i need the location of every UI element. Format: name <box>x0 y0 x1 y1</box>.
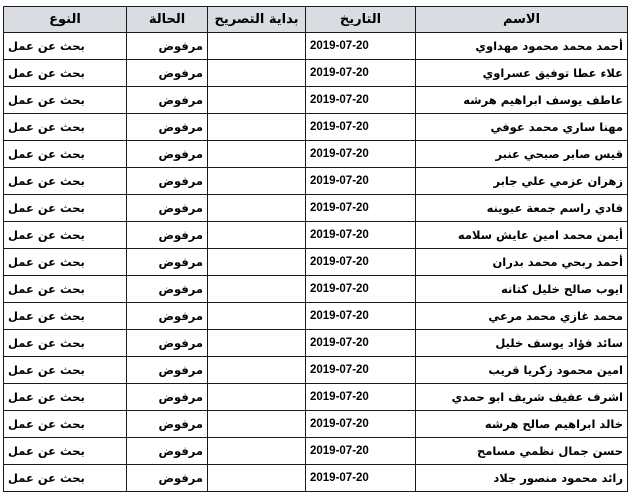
date-cell: 2019-07-20 <box>306 141 416 168</box>
status-cell: مرفوض <box>127 222 208 249</box>
type-cell: بحث عن عمل <box>4 195 127 222</box>
date-cell: 2019-07-20 <box>306 87 416 114</box>
table-row <box>4 276 628 303</box>
permit-start-cell <box>208 438 306 465</box>
type-cell: بحث عن عمل <box>4 222 127 249</box>
table-row <box>4 411 628 438</box>
permit-start-cell <box>208 33 306 60</box>
type-cell: بحث عن عمل <box>4 357 127 384</box>
name-cell: فادي راسم جمعة عبوينه <box>416 195 628 222</box>
status-cell: مرفوض <box>127 330 208 357</box>
table-row <box>4 222 628 249</box>
name-cell: امين محمود زكريا قريب <box>416 357 628 384</box>
type-cell: بحث عن عمل <box>4 303 127 330</box>
date-cell: 2019-07-20 <box>306 222 416 249</box>
name-cell: محمد غازي محمد مرعي <box>416 303 628 330</box>
date-cell: 2019-07-20 <box>306 357 416 384</box>
name-cell: زهران عزمي علي جابر <box>416 168 628 195</box>
status-cell: مرفوض <box>127 303 208 330</box>
date-cell: 2019-07-20 <box>306 303 416 330</box>
permit-start-cell <box>208 303 306 330</box>
type-cell: بحث عن عمل <box>4 411 127 438</box>
type-cell: بحث عن عمل <box>4 60 127 87</box>
type-cell: بحث عن عمل <box>4 87 127 114</box>
type-cell: بحث عن عمل <box>4 168 127 195</box>
date-cell: 2019-07-20 <box>306 465 416 492</box>
date-cell: 2019-07-20 <box>306 411 416 438</box>
name-cell: ايوب صالح خليل كتانه <box>416 276 628 303</box>
table-row <box>4 141 628 168</box>
type-cell: بحث عن عمل <box>4 114 127 141</box>
status-cell: مرفوض <box>127 141 208 168</box>
status-cell: مرفوض <box>127 357 208 384</box>
permit-start-cell <box>208 411 306 438</box>
table-row <box>4 438 628 465</box>
status-cell: مرفوض <box>127 195 208 222</box>
table-body <box>4 33 628 492</box>
date-cell: 2019-07-20 <box>306 330 416 357</box>
date-cell: 2019-07-20 <box>306 249 416 276</box>
permit-start-cell <box>208 357 306 384</box>
type-cell: بحث عن عمل <box>4 384 127 411</box>
header-name: الاسم <box>416 7 628 33</box>
permit-start-cell <box>208 276 306 303</box>
permit-start-cell <box>208 195 306 222</box>
header-type: النوع <box>4 7 127 33</box>
name-cell: قيس صابر صبحي عنبر <box>416 141 628 168</box>
permit-start-cell <box>208 87 306 114</box>
permits-table <box>3 6 628 492</box>
permit-start-cell <box>208 249 306 276</box>
table-row <box>4 357 628 384</box>
table-row <box>4 33 628 60</box>
permit-start-cell <box>208 384 306 411</box>
name-cell: حسن جمال نظمي مسامح <box>416 438 628 465</box>
table-row <box>4 249 628 276</box>
name-cell: سائد فؤاد يوسف خليل <box>416 330 628 357</box>
type-cell: بحث عن عمل <box>4 465 127 492</box>
date-cell: 2019-07-20 <box>306 384 416 411</box>
name-cell: أيمن محمد امين عايش سلامه <box>416 222 628 249</box>
name-cell: عاطف يوسف ابراهيم هرشه <box>416 87 628 114</box>
type-cell: بحث عن عمل <box>4 438 127 465</box>
name-cell: علاء عطا توفيق عسراوي <box>416 60 628 87</box>
table-row <box>4 195 628 222</box>
name-cell: خالد ابراهيم صالح هرشه <box>416 411 628 438</box>
status-cell: مرفوض <box>127 114 208 141</box>
status-cell: مرفوض <box>127 33 208 60</box>
status-cell: مرفوض <box>127 276 208 303</box>
status-cell: مرفوض <box>127 168 208 195</box>
date-cell: 2019-07-20 <box>306 33 416 60</box>
type-cell: بحث عن عمل <box>4 33 127 60</box>
date-cell: 2019-07-20 <box>306 438 416 465</box>
table-row <box>4 168 628 195</box>
type-cell: بحث عن عمل <box>4 276 127 303</box>
header-permit-start: بداية التصريح <box>208 7 306 33</box>
date-cell: 2019-07-20 <box>306 195 416 222</box>
status-cell: مرفوض <box>127 384 208 411</box>
permit-start-cell <box>208 60 306 87</box>
table-row <box>4 114 628 141</box>
type-cell: بحث عن عمل <box>4 249 127 276</box>
name-cell: مهنا ساري محمد عوفي <box>416 114 628 141</box>
permit-start-cell <box>208 330 306 357</box>
name-cell: اشرف عفيف شريف ابو حمدي <box>416 384 628 411</box>
date-cell: 2019-07-20 <box>306 114 416 141</box>
table-row <box>4 87 628 114</box>
status-cell: مرفوض <box>127 411 208 438</box>
date-cell: 2019-07-20 <box>306 168 416 195</box>
name-cell: أحمد محمد محمود مهداوي <box>416 33 628 60</box>
permit-start-cell <box>208 141 306 168</box>
header-status: الحالة <box>127 7 208 33</box>
type-cell: بحث عن عمل <box>4 330 127 357</box>
table-row <box>4 384 628 411</box>
table-row <box>4 330 628 357</box>
permit-start-cell <box>208 114 306 141</box>
table-row <box>4 60 628 87</box>
permit-start-cell <box>208 168 306 195</box>
date-cell: 2019-07-20 <box>306 276 416 303</box>
table-row <box>4 465 628 492</box>
header-date: التاريخ <box>306 7 416 33</box>
header-row <box>4 7 628 33</box>
status-cell: مرفوض <box>127 87 208 114</box>
table-row <box>4 303 628 330</box>
status-cell: مرفوض <box>127 465 208 492</box>
name-cell: رائد محمود منصور جلاد <box>416 465 628 492</box>
name-cell: أحمد ربحي محمد بدران <box>416 249 628 276</box>
type-cell: بحث عن عمل <box>4 141 127 168</box>
status-cell: مرفوض <box>127 60 208 87</box>
permit-start-cell <box>208 222 306 249</box>
permit-start-cell <box>208 465 306 492</box>
date-cell: 2019-07-20 <box>306 60 416 87</box>
status-cell: مرفوض <box>127 438 208 465</box>
status-cell: مرفوض <box>127 249 208 276</box>
